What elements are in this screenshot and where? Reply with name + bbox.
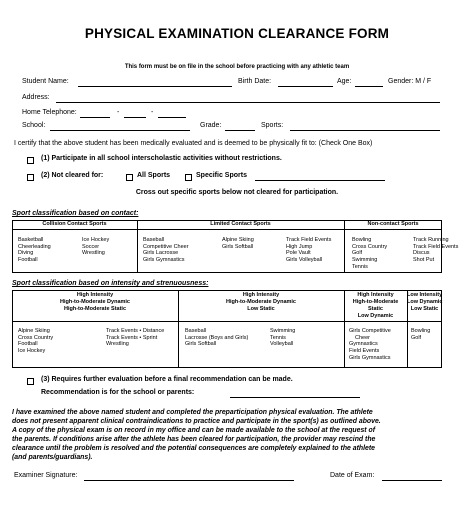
list-item: Wrestling xyxy=(82,250,105,257)
sports-field[interactable] xyxy=(290,130,440,131)
gender-label[interactable]: Gender: M / F xyxy=(388,78,432,85)
list-item: Volleyball xyxy=(270,341,294,348)
option-2-checkbox[interactable] xyxy=(27,174,34,181)
list-item: Golf xyxy=(411,334,422,341)
list-item: Discus xyxy=(413,250,430,257)
option-3-checkbox[interactable] xyxy=(27,378,34,385)
list-item: Football xyxy=(18,257,38,264)
student-name-label: Student Name: xyxy=(22,78,69,85)
statement-line: clearance until the problem is resolved and the potential consequences are completely explained to the athlete xyxy=(12,445,376,452)
noncontact-sports-list-b xyxy=(413,237,458,264)
list-item: Soccer xyxy=(82,243,100,250)
high-dynamic-low-static-header: High Intensity High-to-Moderate Dynamic Low Static xyxy=(226,292,296,312)
cross-out-instruction: Cross out specific sports below not cleared for participation. xyxy=(135,189,339,196)
statement-line: I have examined the above named student and completed the preparticipation physical evaluation. The athlete xyxy=(12,409,373,416)
specific-sports-label: Specific Sports xyxy=(196,172,247,179)
collision-sports-list-a xyxy=(18,237,51,264)
form-title: PHYSICAL EXAMINATION CLEARANCE FORM xyxy=(84,26,390,41)
list-item: Girls Competitive xyxy=(349,328,391,334)
list-item: Cross Country xyxy=(352,243,388,250)
list-item: Wrestling xyxy=(106,341,129,348)
high-dynamic-static-header: High Intensity High-to-Moderate Dynamic High-to-Moderate Static xyxy=(60,292,130,312)
phone-separator: - xyxy=(117,109,120,116)
examiner-signature-label: Examiner Signature: xyxy=(14,472,78,479)
list-item: Shot Put xyxy=(413,257,435,264)
list-item: Lacrosse (Boys and Girls) xyxy=(185,334,249,341)
list-item: Competitive Cheer xyxy=(143,243,189,250)
list-item: Track Events • Distance xyxy=(106,328,165,334)
sports-label: Sports: xyxy=(261,122,284,129)
list-item: Track Running xyxy=(413,237,449,243)
intensity-col4-list xyxy=(411,328,430,341)
phone-prefix-field[interactable] xyxy=(124,117,146,118)
intensity-col2-list-b xyxy=(270,328,295,348)
limited-sports-list-a xyxy=(143,237,189,264)
collision-contact-header: Collision Contact Sports xyxy=(42,221,107,227)
student-name-field[interactable] xyxy=(78,86,232,87)
list-item: Bowling xyxy=(411,328,431,334)
birth-date-label: Birth Date: xyxy=(238,78,272,85)
limited-sports-list-c xyxy=(286,237,331,264)
list-item: Girls Gymnastics xyxy=(143,257,185,264)
intensity-col3-list xyxy=(349,328,391,361)
date-of-exam-label: Date of Exam: xyxy=(330,472,375,479)
limited-contact-header: Limited Contact Sports xyxy=(210,221,271,227)
examiner-statement xyxy=(12,408,381,462)
list-item: Ice Hockey xyxy=(82,237,110,243)
school-field[interactable] xyxy=(50,130,190,131)
intensity-section-heading: Sport classification based on intensity and strenuousness: xyxy=(12,280,209,287)
list-item: Tennis xyxy=(270,334,286,341)
intensity-col1-list-a xyxy=(18,328,53,355)
home-telephone-label: Home Telephone: xyxy=(22,109,77,116)
statement-line: the parents. If conditions arise after the athlete has been cleared for participation, the provider may rescind the xyxy=(12,436,376,443)
phone-separator: - xyxy=(151,109,154,116)
phone-area-field[interactable] xyxy=(80,117,110,118)
recommendation-label: Recommendation is for the school or parents: xyxy=(41,389,195,396)
list-item: High Jump xyxy=(286,243,313,250)
recommendation-field[interactable] xyxy=(230,397,360,398)
specific-sports-field[interactable] xyxy=(255,180,385,181)
age-label: Age: xyxy=(337,78,352,85)
list-item: Baseball xyxy=(185,328,207,334)
list-item: Tennis xyxy=(352,263,368,270)
low-intensity-header: Low Intensity Low Dynamic Low Static xyxy=(407,292,443,312)
address-label: Address: xyxy=(22,94,50,101)
list-item: Gymnastics xyxy=(349,341,378,348)
list-item: Track Field Events xyxy=(413,243,459,250)
statement-line: (and parents/guardians). xyxy=(12,454,93,461)
certify-text: I certify that the above student has been medically evaluated and is deemed to be physically fit to: (Check One Box) xyxy=(14,140,373,147)
list-item: Cheerleading xyxy=(18,243,51,250)
examiner-signature-field[interactable] xyxy=(84,480,294,481)
statement-line: A copy of the physical exam is on record in my office and can be made available to the school at the request of xyxy=(12,427,376,434)
list-item: Girls Gymnastics xyxy=(349,354,391,361)
list-item: Basketball xyxy=(18,237,44,243)
list-item: Alpine Skiing xyxy=(18,328,50,334)
statement-line: does not present apparent clinical contraindications to practice and participate in the sport(s) as outlined above. xyxy=(12,418,381,425)
grade-field[interactable] xyxy=(225,130,255,131)
list-item: Bowling xyxy=(352,237,372,243)
list-item: Ice Hockey xyxy=(18,348,46,355)
birth-date-field[interactable] xyxy=(278,86,333,87)
list-item: Diving xyxy=(18,250,34,257)
intensity-col2-list-a xyxy=(185,328,248,348)
list-item: Cross Country xyxy=(18,334,54,341)
list-item: Pole Vault xyxy=(286,250,311,257)
list-item: Track Field Events xyxy=(286,237,332,243)
date-of-exam-field[interactable] xyxy=(382,480,442,481)
specific-sports-checkbox[interactable] xyxy=(185,174,192,181)
option-1-label: (1) Participate in all school interscholastic activities without restrictions. xyxy=(41,155,282,162)
list-item: Alpine Skiing xyxy=(222,237,254,243)
school-label: School: xyxy=(22,122,46,129)
list-item: Girls Softball xyxy=(222,243,254,250)
noncontact-sports-list-a xyxy=(352,237,387,270)
contact-section-heading: Sport classification based on contact: xyxy=(12,210,139,217)
intensity-col1-list-b xyxy=(106,328,164,348)
option-2-label: (2) Not cleared for: xyxy=(41,172,104,179)
age-field[interactable] xyxy=(355,86,383,87)
list-item: Girls Lacrosse xyxy=(143,250,179,257)
noncontact-header: Non-contact Sports xyxy=(367,221,419,227)
list-item: Swimming xyxy=(270,328,296,334)
list-item: Baseball xyxy=(143,237,165,243)
list-item: Girls Softball xyxy=(185,341,217,348)
list-item: Field Events xyxy=(349,348,380,355)
all-sports-label: All Sports xyxy=(137,172,171,179)
list-item: Cheer xyxy=(355,334,370,341)
collision-sports-list-b xyxy=(82,237,109,257)
phone-line-field[interactable] xyxy=(158,117,186,118)
limited-sports-list-b xyxy=(222,237,254,250)
list-item: Golf xyxy=(352,250,363,257)
list-item: Football xyxy=(18,341,38,348)
list-item: Girls Volleyball xyxy=(286,257,323,264)
address-field[interactable] xyxy=(56,102,440,103)
option-3-label: (3) Requires further evaluation before a final recommendation can be made. xyxy=(41,376,293,383)
form-subtitle: This form must be on file in the school before practicing with any athletic team xyxy=(124,64,350,70)
list-item: Track Events • Sprint xyxy=(106,334,158,341)
grade-label: Grade: xyxy=(200,122,222,129)
all-sports-checkbox[interactable] xyxy=(126,174,133,181)
high-static-low-dynamic-header: High Intensity High-to-Moderate Static Low Dynamic xyxy=(352,292,399,319)
list-item: Swimming xyxy=(352,257,378,264)
option-1-checkbox[interactable] xyxy=(27,157,34,164)
